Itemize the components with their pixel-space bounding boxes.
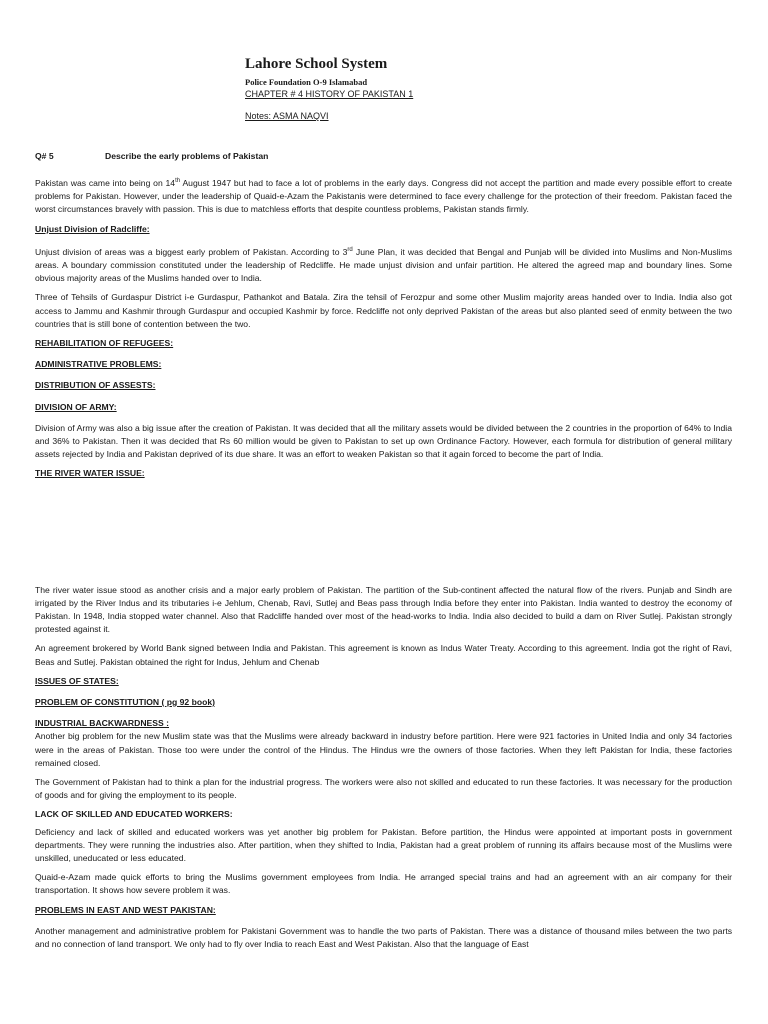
heading-administrative: ADMINISTRATIVE PROBLEMS: xyxy=(35,359,162,370)
heading-industrial: INDUSTRIAL BACKWARDNESS : xyxy=(35,718,169,729)
question-text: Describe the early problems of Pakistan xyxy=(105,151,269,161)
east-west-paragraph: Another management and administrative problem for Pakistani Government was to handle the two parts of Pakistan. There was a distance of thousand miles between the two parts and no connection of land transport. We only had to fly over India to reach East and West Pakistan. Also that the language of East xyxy=(35,925,732,950)
heading-refugees: REHABILITATION OF REFUGEES: xyxy=(35,337,174,348)
notes-author: Notes: ASMA NAQVI xyxy=(245,111,329,121)
heading-radcliffe: Unjust Division of Radcliffe: xyxy=(35,223,150,234)
heading-skilled-workers: LACK OF SKILLED AND EDUCATED WORKERS: xyxy=(35,809,233,820)
intro-paragraph: Pakistan was came into being on 14th August 1947 but had to face a lot of problems in the early days. Congress did not accept the partition and made every possible effort to create problems for Pakistan. However, under the leadership of Quaid-e-Azam the Pakistanis were determined to face every challenge for the protection of their freedom. Pakistan faced the worst circumstances bravely with passion. This is due to matchless efforts that despite countless problems, Pakistan stands firmly. xyxy=(35,178,732,215)
industrial-paragraph-2: The Government of Pakistan had to think a plan for the industrial progress. The workers were also not skilled and educated to run these factories. It was necessary for the production of goods and for giving the employment to its people. xyxy=(35,777,732,801)
question-line xyxy=(35,150,732,163)
heading-constitution: PROBLEM OF CONSTITUTION ( pg 92 book) xyxy=(35,697,215,707)
heading-east-west: PROBLEMS IN EAST AND WEST PAKISTAN: xyxy=(35,904,216,915)
radcliffe-paragraph-2: Three of Tehsils of Gurdaspur District i-e Gurdaspur, Pathankot and Batala. Zira the tehsil of Ferozpur and some other Muslim majority areas handed over to India. India also got access to Jammu and Kashmir through Gurdaspur and occupied Kashmir by force. Redcliffe not only deprived Pakistan of the areas but also planted seed of enmity between the two countries that is still bone of contention between the two. xyxy=(35,292,732,329)
heading-assets: DISTRIBUTION OF ASSESTS: xyxy=(35,380,156,391)
document-header xyxy=(245,56,413,121)
skilled-paragraph-2: Quaid-e-Azam made quick efforts to bring the Muslims government employees from India. He arranged special trains and had an agreement with an air company for their transportation. It shows how severe problem it was. xyxy=(35,872,732,896)
branch-name: Police Foundation O-9 Islamabad xyxy=(245,77,368,87)
chapter-title: CHAPTER # 4 HISTORY OF PAKISTAN 1 xyxy=(245,89,414,99)
army-paragraph: Division of Army was also a big issue after the creation of Pakistan. It was decided that all the military assets would be divided between the 2 countries in the proportion of 64% to India and 36% to Pakistan. Then it was decided that Rs 60 million would be given to Pakistan to set up own Ordinance Factory. However, each formula for distribution of general military assets rejected by India and Pakistan deprived of its due share. It was an effort to weaken Pakistan so that it again forced to become the part of India. xyxy=(35,422,732,460)
river-paragraph-2: An agreement brokered by World Bank signed between India and Pakistan. This agreement is known as Indus Water Treaty. According to this agreement. India got the right of Ravi, Beas and Sutlej. Pakistan obtained the right for Indus, Jehlum and Chenab xyxy=(35,643,732,667)
industrial-paragraph-1: Another big problem for the new Muslim state was that the Muslims were already backward in industry before partition. Here were 921 factories in United India and only 34 factories were in the areas of Pakistan. Those too were under the control of the Hindus. The Hindus wre the owners of those factories. When they left Pakistan for India, these factories remained closed. xyxy=(35,731,732,768)
skilled-paragraph-1: Deficiency and lack of skilled and educated workers was yet another big problem for Pakistan. Before partition, the Hindus were appointed at important posts in government departments. They were running the industries also. After partition, when they shifted to India, Pakistan had a great problem of running its affairs because most of the Muslims were unskilled, uneducated or less educated. xyxy=(35,826,732,864)
radcliffe-paragraph-1: Unjust division of areas was a biggest early problem of Pakistan. According to 3rd June Plan, it was decided that Bengal and Punjab will be divided into Muslims and Non-Muslims areas. A boundary commission constituted under the leadership of Redcliffe. He made unjust division and unfair partition. He altered the agreed map and boundary lines. Some obvious majority areas of the Muslims handed over to India. xyxy=(35,246,732,284)
river-paragraph-1: The river water issue stood as another crisis and a major early problem of Pakistan. The partition of the Sub-continent affected the natural flow of the rivers. Punjab and Sindh are irrigated by the River Indus and its tributaries i-e Jehlum, Chenab, Ravi, Sutlej and Beas pass through India before they enter into Pakistan. India wanted to destroy the economy of Pakistan. In 1948, India stopped water channel. Also that Radcliffe handed over most of the head-works to India. India also decided to build a dam on River Sutlej. Pakistan strongly protested against it. xyxy=(35,584,732,635)
heading-army: DIVISION OF ARMY: xyxy=(35,401,117,412)
blank-space xyxy=(35,489,732,584)
school-name: Lahore School System xyxy=(245,56,388,72)
question-number: Q# 5 xyxy=(35,151,54,161)
heading-river-water: THE RIVER WATER ISSUE: xyxy=(35,468,145,479)
document-body xyxy=(35,150,732,957)
heading-states: ISSUES OF STATES: xyxy=(35,675,119,686)
